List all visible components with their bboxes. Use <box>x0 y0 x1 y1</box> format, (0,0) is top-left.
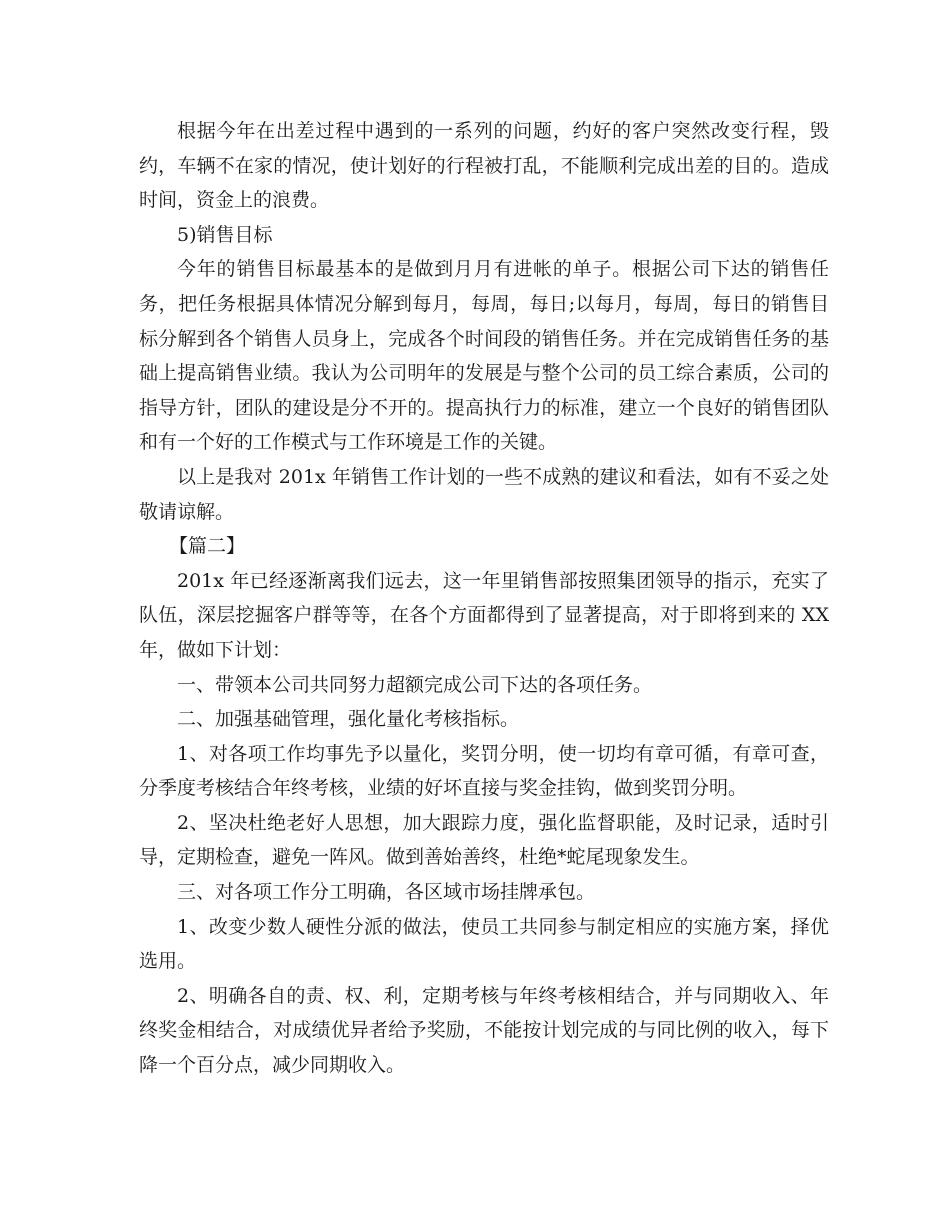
list-item-goal-three: 三、对各项工作分工明确，各区域市场挂牌承包。 <box>177 881 596 904</box>
list-item-goal-one: 一、带领本公司共同努力超额完成公司下达的各项任务。 <box>177 673 653 696</box>
list-subitem-responsibility: 2、明确各自的责、权、利，定期考核与年终考核相结合，并与同期收入、年终奖金相结合，对成绩优异者给予奖励，不能按计划完成的与同比例的收入，每下降一个百分点，减少同期收入。 <box>139 984 829 1077</box>
list-subitem-supervision: 2、坚决杜绝老好人思想，加大跟踪力度，强化监督职能，及时记录，适时引导，定期检查，避免一阵风。做到善始善终，杜绝*蛇尾现象发生。 <box>139 811 829 869</box>
document-body <box>139 114 829 1083</box>
paragraph-closing-remarks: 以上是我对 201x 年销售工作计划的一些不成熟的建议和看法，如有不妥之处敬请谅解。 <box>139 465 829 523</box>
paragraph-part-two-intro: 201x 年已经逐渐离我们远去，这一年里销售部按照集团领导的指示，充实了队伍，深层挖掘客户群等等，在各个方面都得到了显著提高，对于即将到来的 XX 年，做如下计划： <box>139 569 829 661</box>
section-heading-sales-target: 5)销售目标 <box>177 223 273 246</box>
list-item-goal-two: 二、加强基础管理，强化量化考核指标。 <box>177 708 520 731</box>
paragraph-travel-issues: 根据今年在出差过程中遇到的一系列的问题，约好的客户突然改变行程，毁约，车辆不在家的情况，使计划好的行程被打乱，不能顺利完成出差的目的。造成时间，资金上的浪费。 <box>139 120 829 212</box>
chapter-heading-part-two: 【篇二】 <box>169 535 246 558</box>
list-subitem-participation: 1、改变少数人硬性分派的做法，使员工共同参与制定相应的实施方案，择优选用。 <box>139 915 829 973</box>
list-subitem-quantify: 1、对各项工作均事先予以量化，奖罚分明，使一切均有章可循，有章可查，分季度考核结合年终考核，业绩的好坏直接与奖金挂钩，做到奖罚分明。 <box>139 742 829 800</box>
paragraph-sales-target: 今年的销售目标最基本的是做到月月有进帐的单子。根据公司下达的销售任务，把任务根据具体情况分解到每月，每周，每日;以每月，每周，每日的销售目标分解到各个销售人员身上，完成各个时间段的销售任务。并在完成销售任务的基础上提高销售业绩。我认为公司明年的发展是与整个公司的员工综合素质，公司的指导方针，团队的建设是分不开的。提高执行力的标准，建立一个良好的销售团队和有一个好的工作模式与工作环境是工作的关键。 <box>139 258 829 454</box>
